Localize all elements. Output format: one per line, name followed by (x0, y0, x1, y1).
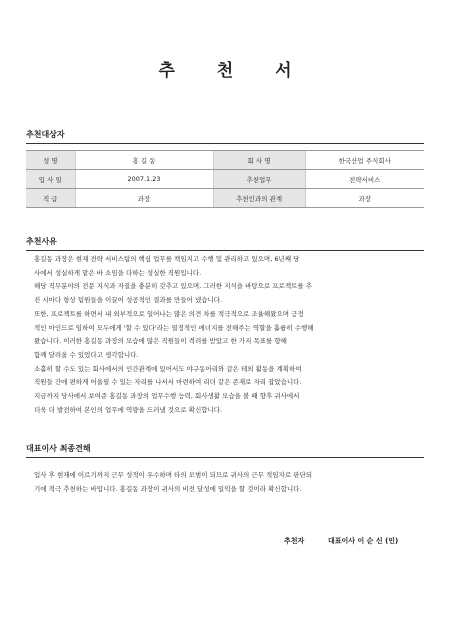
reason-line: 진 시마다 항상 팀원들을 이끌어 성공적인 결과를 만들어 냈습니다. (34, 296, 223, 305)
relation-value: 과장 (305, 189, 424, 208)
reason-section-heading: 추천사유 (26, 236, 424, 251)
recommended-task-value: 전략서비스 (305, 170, 424, 189)
reason-line: 사에서 성실하게 맡은 바 소임을 다하는 성실한 직원입니다. (34, 268, 202, 277)
signature-line (0, 536, 450, 548)
reason-line: 적인 마인드로 임하여 모두에게 '할 수 있다'라는 열정적인 에너지를 전해주는 역할을 훌륭히 수행해 (34, 323, 314, 332)
name-value: 홍 길 동 (75, 151, 213, 170)
rank-label: 직 급 (26, 189, 75, 208)
rank-value: 과장 (75, 189, 213, 208)
table-row (26, 170, 424, 189)
reason-line: 왔습니다. 이러한 홍길동 과장의 모습에 많은 직원들이 격려를 받았고 한 가지 목표를 향해 (34, 337, 287, 346)
signature-label: 추천자 (284, 537, 305, 545)
signature-value: 대표이사 이 순 신 (인) (328, 537, 399, 545)
opinion-line: 입사 후 현재에 이르기까지 근무 성적이 우수하며 타의 모범이 되므로 귀사의 근무 적임자로 판단되 (34, 471, 313, 479)
opinion-text (34, 469, 418, 496)
reason-text (34, 253, 418, 417)
reason-line: 지금까지 당사에서 보여준 홍길동 과장의 업무수행 능력, 회사생활 모습을 볼 때 향후 귀사에서 (34, 392, 300, 401)
opinion-section-heading: 대표이사 최종견해 (26, 443, 424, 458)
document-title: 추 천 서 (158, 61, 310, 81)
reason-line: 소홀히 할 수도 있는 회사에서의 인간관계에 있어서도 야구동아리와 같은 테외 활동을 계획하여 (34, 364, 302, 373)
reason-line: 함께 달려올 수 있었다고 생각합니다. (34, 350, 139, 359)
reason-line: 직원들 간에 편하게 어울릴 수 있는 자리를 나서서 마련하여 리더 같은 존재로 자리 잡았습니다. (34, 378, 302, 387)
join-date-label: 입 사 일 (26, 170, 75, 189)
target-section-heading: 추천대상자 (26, 129, 424, 144)
company-value: 한국산업 주식회사 (305, 151, 424, 170)
opinion-line: 기에 적극 추천하는 바입니다. 홍길동 과장이 귀사의 비전 달성에 일익을 할 것이라 확신합니다. (34, 484, 302, 493)
reason-line: 더욱 더 발전하여 본인의 업무에 역량을 드러낼 것으로 확신합니다. (34, 405, 223, 414)
table-row (26, 151, 424, 170)
table-row (26, 189, 424, 208)
relation-label: 추천인과의 관계 (213, 189, 305, 208)
recommended-task-label: 추천업무 (213, 170, 305, 189)
name-label: 성 명 (26, 151, 75, 170)
target-info-table (26, 150, 424, 208)
reason-line: 또한, 프로젝트를 하면서 내 외부적으로 일어나는 많은 의견 차를 적극적으로 조율해왔으며 긍정 (34, 309, 304, 318)
join-date-value: 2007.1.23 (75, 170, 213, 189)
company-label: 회 사 명 (213, 151, 305, 170)
reason-line: 홍길동 과장은 현재 전략 서비스팀의 핵심 업무를 책임지고 수행 및 관리하고 있으며, 6년째 당 (34, 255, 300, 263)
reason-line: 해당 직무분야의 전문 지식과 자질을 충분히 갖추고 있으며, 그러한 지식을 바탕으로 프로젝트를 추 (34, 282, 313, 291)
